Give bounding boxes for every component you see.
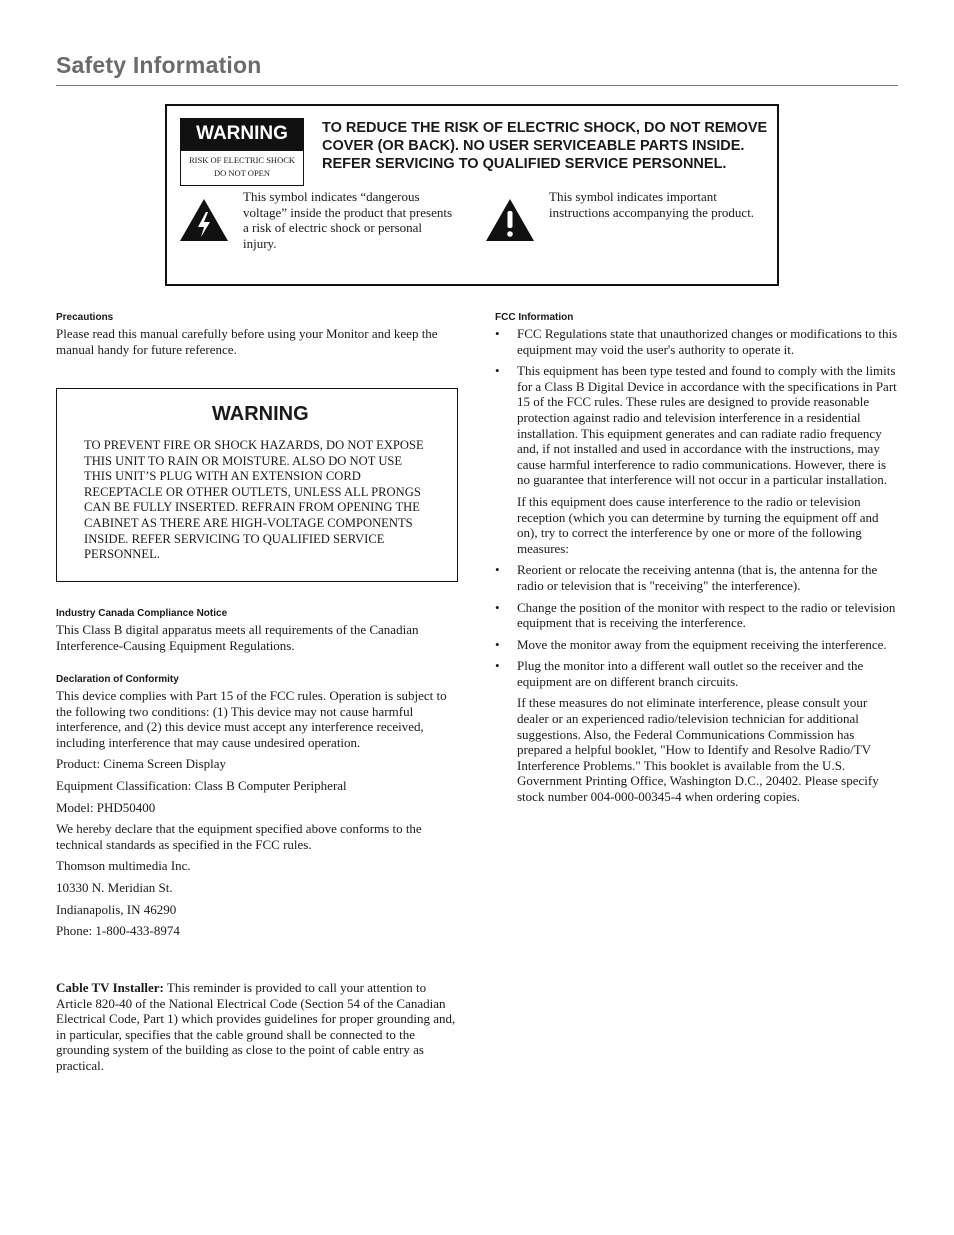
- list-item: [495, 600, 898, 631]
- declaration-phone: Phone: 1-800-433-8974: [56, 923, 180, 939]
- fcc-paragraph-1: If this equipment does cause interference to the radio or television reception (which you can determine by turning the equipment off and on), try to correct the interference by one or more of the following measures:: [517, 493, 879, 556]
- cable-tv-lead: Cable TV Installer:: [56, 980, 164, 995]
- declaration-street: 10330 N. Meridian St.: [56, 879, 173, 895]
- bullet: •: [495, 599, 500, 615]
- warning-box-text: TO PREVENT FIRE OR SHOCK HAZARDS, DO NOT EXPOSE THIS UNIT TO RAIN OR MOISTURE. ALSO DO NOT USE THIS UNIT’S PLUG WITH AN EXTENSION CORD RECEPTACLE OR OTHER OUTLETS, UNLESS ALL PRONGS CAN BE FULLY INSERTED. REFRAIN FROM OPENING THE CABINET AS THERE ARE HIGH-VOLTAGE COMPONENTS INSIDE. REFER SERVICING TO QUALIFIED SERVICE PERSONNEL.: [84, 438, 424, 562]
- page-title: Safety Information: [56, 52, 262, 78]
- declaration-city: Indianapolis, IN 46290: [56, 901, 177, 917]
- declaration-section: [56, 674, 458, 945]
- declaration-statement: We hereby declare that the equipment specified above conforms to the technical standards as specified in the FCC rules.: [56, 821, 422, 852]
- declaration-text: This device complies with Part 15 of the FCC rules. Operation is subject to the following two conditions: (1) This device may not cause harmful interference, and (2) this device must accept any interference received, including interference that may cause undesired operation.: [56, 688, 447, 750]
- fcc-measures-list: [495, 562, 898, 689]
- cable-tv-section: [56, 980, 458, 1080]
- shock-warning-message: TO REDUCE THE RISK OF ELECTRIC SHOCK, DO NOT REMOVE COVER (OR BACK). NO USER SERVICEABLE PARTS INSIDE. REFER SERVICING TO QUALIFIED SERVICE PERSONNEL.: [322, 120, 768, 172]
- list-item: [495, 637, 898, 653]
- list-item: [495, 562, 898, 593]
- declaration-model: Model: PHD50400: [56, 799, 156, 815]
- cable-tv-text: [56, 980, 458, 1074]
- list-item: [495, 363, 898, 488]
- fcc-list: [495, 326, 898, 488]
- industry-canada-section: [56, 608, 458, 659]
- dangerous-voltage-description: This symbol indicates “dangerous voltage” inside the product that presents a risk of electric shock or personal injury.: [243, 189, 453, 252]
- fire-shock-warning-box: [56, 388, 458, 582]
- fcc-heading: FCC Information: [495, 312, 574, 323]
- precautions-heading: Precautions: [56, 312, 114, 323]
- declaration-classification: Equipment Classification: Class B Computer Peripheral: [56, 777, 347, 793]
- declaration-company: Thomson multimedia Inc.: [56, 858, 191, 874]
- fcc-bullet-5: Move the monitor away from the equipment receiving the interference.: [517, 636, 887, 652]
- important-instructions-description: This symbol indicates important instructions accompanying the product.: [549, 189, 755, 220]
- title-divider: [56, 85, 898, 86]
- bullet: •: [495, 658, 500, 674]
- industry-canada-heading: Industry Canada Compliance Notice: [56, 608, 228, 619]
- lightning-bolt-triangle-icon: [179, 198, 229, 242]
- cable-tv-body: This reminder is provided to call your attention to Article 820-40 of the National Electrical Code (Section 54 of the Canadian Electrical Code, Part 1) which provides guidelines for proper grounding and, in particular, specifies that the cable ground shall be connected to the grounding system of the building as close to the point of cable entry as practical.: [56, 980, 456, 1073]
- fcc-bullet-4: Change the position of the monitor with respect to the radio or television equipment that is receiving the interference.: [517, 599, 896, 631]
- fcc-bullet-3: Reorient or relocate the receiving antenna (that is, the antenna for the radio or television that is "receiving" the interference).: [517, 562, 878, 593]
- declaration-product: Product: Cinema Screen Display: [56, 756, 227, 772]
- warning-box-title: WARNING: [212, 403, 309, 425]
- warning-label-subtitle: RISK OF ELECTRIC SHOCK DO NOT OPEN: [188, 155, 296, 178]
- exclamation-triangle-icon: [485, 198, 535, 242]
- fcc-bullet-2: This equipment has been type tested and found to comply with the limits for a Class B Digital Device in accordance with the specifications in Part 15 of the FCC rules. These rules are designed to provide reasonable protection against radio and television interference in a residential installation. This equipment generates and can radiate radio frequency and, if not installed and used in accordance with the instructions, may cause harmful interference to radio communications. However, there is no guarantee that interference will not occur in a particular installation.: [517, 363, 897, 488]
- bullet: •: [495, 363, 500, 379]
- fcc-bullet-1: FCC Regulations state that unauthorized changes or modifications to this equipment may void the user's authority to operate it.: [517, 326, 898, 357]
- fcc-paragraph-2: If these measures do not eliminate interference, please consult your dealer or an experienced radio/television technician for additional suggestions. Also, the Federal Communications Commission has prepared a helpful booklet, "How to Identify and Resolve Radio/TV Interference Problems." This booklet is available from the U.S. Government Printing Office, Washington D.C., 20402. Please specify stock number 004-000-00345-4 when ordering copies.: [517, 695, 879, 805]
- list-item: [495, 326, 898, 357]
- bullet: •: [495, 326, 500, 341]
- warning-label: [180, 118, 304, 186]
- declaration-heading: Declaration of Conformity: [56, 674, 179, 685]
- shock-warning-box: [165, 104, 779, 286]
- bullet: •: [495, 562, 500, 578]
- bullet: •: [495, 636, 500, 652]
- list-item: [495, 658, 898, 689]
- fcc-bullet-6: Plug the monitor into a different wall outlet so the receiver and the equipment are on different branch circuits.: [517, 658, 864, 689]
- warning-label-title: WARNING: [181, 119, 303, 151]
- fcc-section: [495, 312, 898, 811]
- industry-canada-text: This Class B digital apparatus meets all requirements of the Canadian Interference-Causing Equipment Regulations.: [56, 622, 419, 653]
- precautions-text: Please read this manual carefully before using your Monitor and keep the manual handy for future reference.: [56, 326, 438, 357]
- precautions-section: [56, 312, 458, 363]
